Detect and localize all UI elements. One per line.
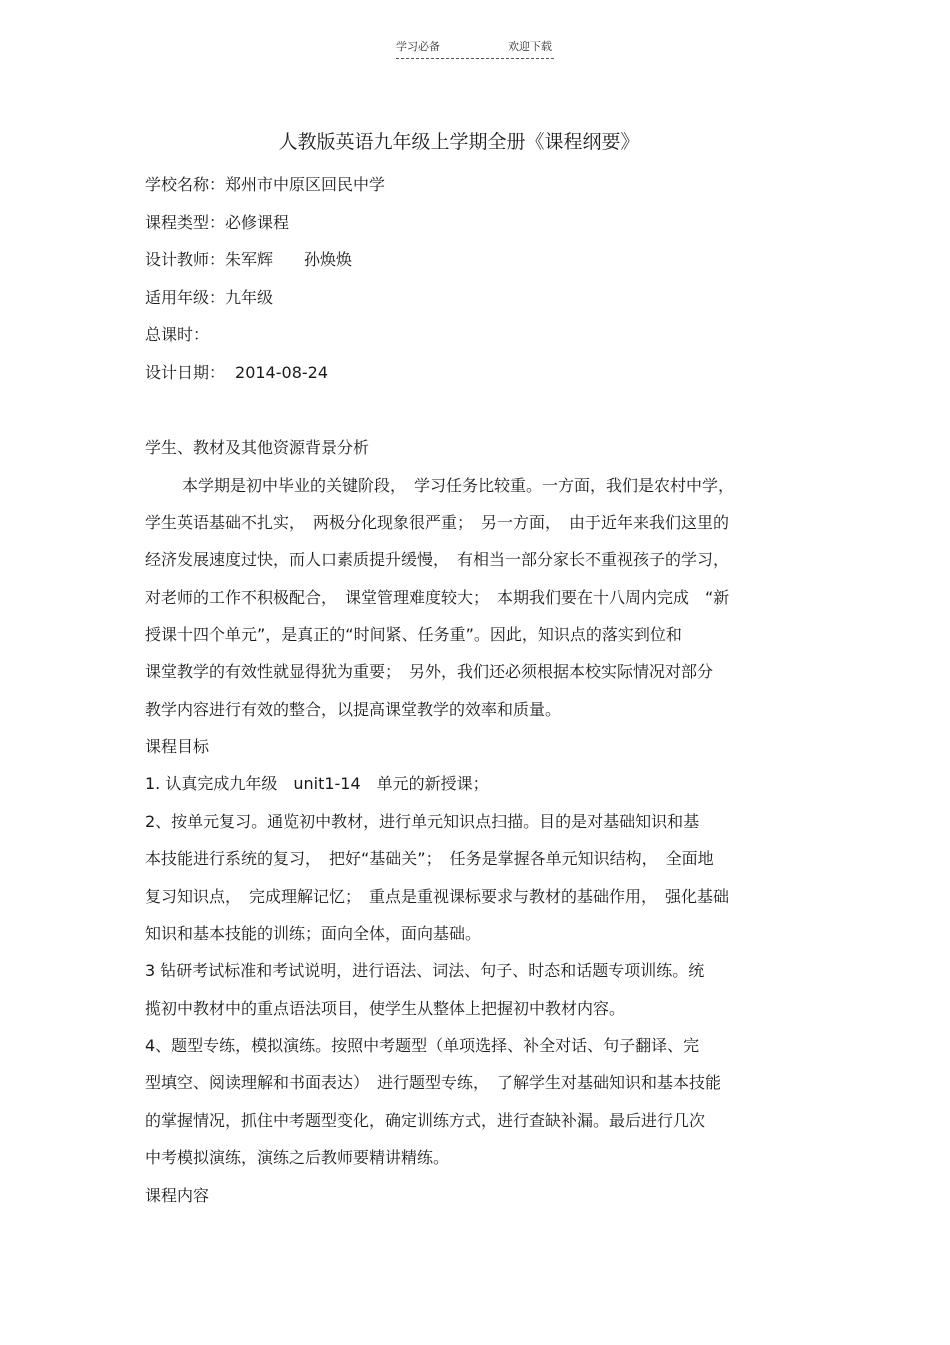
goals-line: 知识和基本技能的训练；面向全体，面向基础。 (145, 924, 482, 943)
goals-line: 2、按单元复习。通览初中教材，进行单元知识点扫描。目的是对基础知识和基 (145, 812, 700, 831)
goals-line: 1. 认真完成九年级 unit1-14 单元的新授课； (145, 774, 489, 793)
info-teachers (145, 248, 352, 272)
info-teacher-2: 孙焕焕 (304, 250, 353, 269)
document-title: 人教版英语九年级上学期全册《课程纲要》 (278, 131, 640, 153)
header-left-text: 学习必备 (396, 40, 440, 53)
background-line: 学生英语基础不扎实， 两极分化现象很严重； 另一方面， 由于近年来我们这里的 (145, 513, 730, 532)
goals-line: 中考模拟演练，演练之后教师要精讲精练。 (145, 1148, 450, 1167)
info-school: 学校名称：郑州市中原区回民中学 (145, 175, 386, 194)
goals-line: 揽初中教材中的重点语法项目，使学生从整体上把握初中教材内容。 (145, 999, 626, 1018)
background-line: 教学内容进行有效的整合，以提高课堂教学的效率和质量。 (145, 700, 562, 719)
info-design-date (145, 361, 328, 385)
background-line: 授课十四个单元”，是真正的“时间紧、任务重”。因此，知识点的落实到位和 (145, 625, 682, 644)
background-line: 经济发展速度过快，而人口素质提升缓慢， 有相当一部分家长不重视孩子的学习， (145, 550, 730, 569)
goals-line: 的掌握情况，抓住中考题型变化，确定训练方式，进行查缺补漏。最后进行几次 (145, 1111, 706, 1130)
background-line: 本学期是初中毕业的关键阶段， 学习任务比较重。一方面，我们是农村中学， (182, 476, 735, 495)
page-header (396, 40, 554, 59)
info-date-label: 设计日期： (145, 363, 226, 382)
goals-line: 复习知识点， 完成理解记忆； 重点是重视课标要求与教材的基础作用， 强化基础 (145, 887, 730, 906)
goals-heading: 课程目标 (145, 737, 210, 756)
background-line: 课堂教学的有效性就显得犹为重要； 另外，我们还必须根据本校实际情况对部分 (145, 662, 714, 681)
info-course-type: 课程类型：必修课程 (145, 213, 290, 232)
info-teacher-1: 设计教师：朱军辉 (145, 250, 274, 269)
info-total-hours: 总课时： (145, 325, 210, 344)
goals-line: 本技能进行系统的复习， 把好“基础关”； 任务是掌握各单元知识结构， 全面地 (145, 849, 714, 868)
content-heading: 课程内容 (145, 1186, 210, 1205)
info-grade: 适用年级：九年级 (145, 288, 274, 307)
info-date-value: 2014-08-24 (235, 363, 328, 382)
goals-line: 型填空、阅读理解和书面表达） 进行题型专练， 了解学生对基础知识和基本技能 (145, 1073, 722, 1092)
background-heading: 学生、教材及其他资源背景分析 (145, 438, 370, 457)
goals-line: 3 钻研考试标准和考试说明，进行语法、词法、句子、时态和话题专项训练。统 (145, 961, 705, 980)
goals-line: 4、题型专练，模拟演练。按照中考题型（单项选择、补全对话、句子翻译、完 (145, 1036, 700, 1055)
header-right-text: 欢迎下载 (508, 40, 552, 53)
background-line: 对老师的工作不积极配合， 课堂管理难度较大； 本期我们要在十八周内完成 “新 (145, 588, 730, 607)
